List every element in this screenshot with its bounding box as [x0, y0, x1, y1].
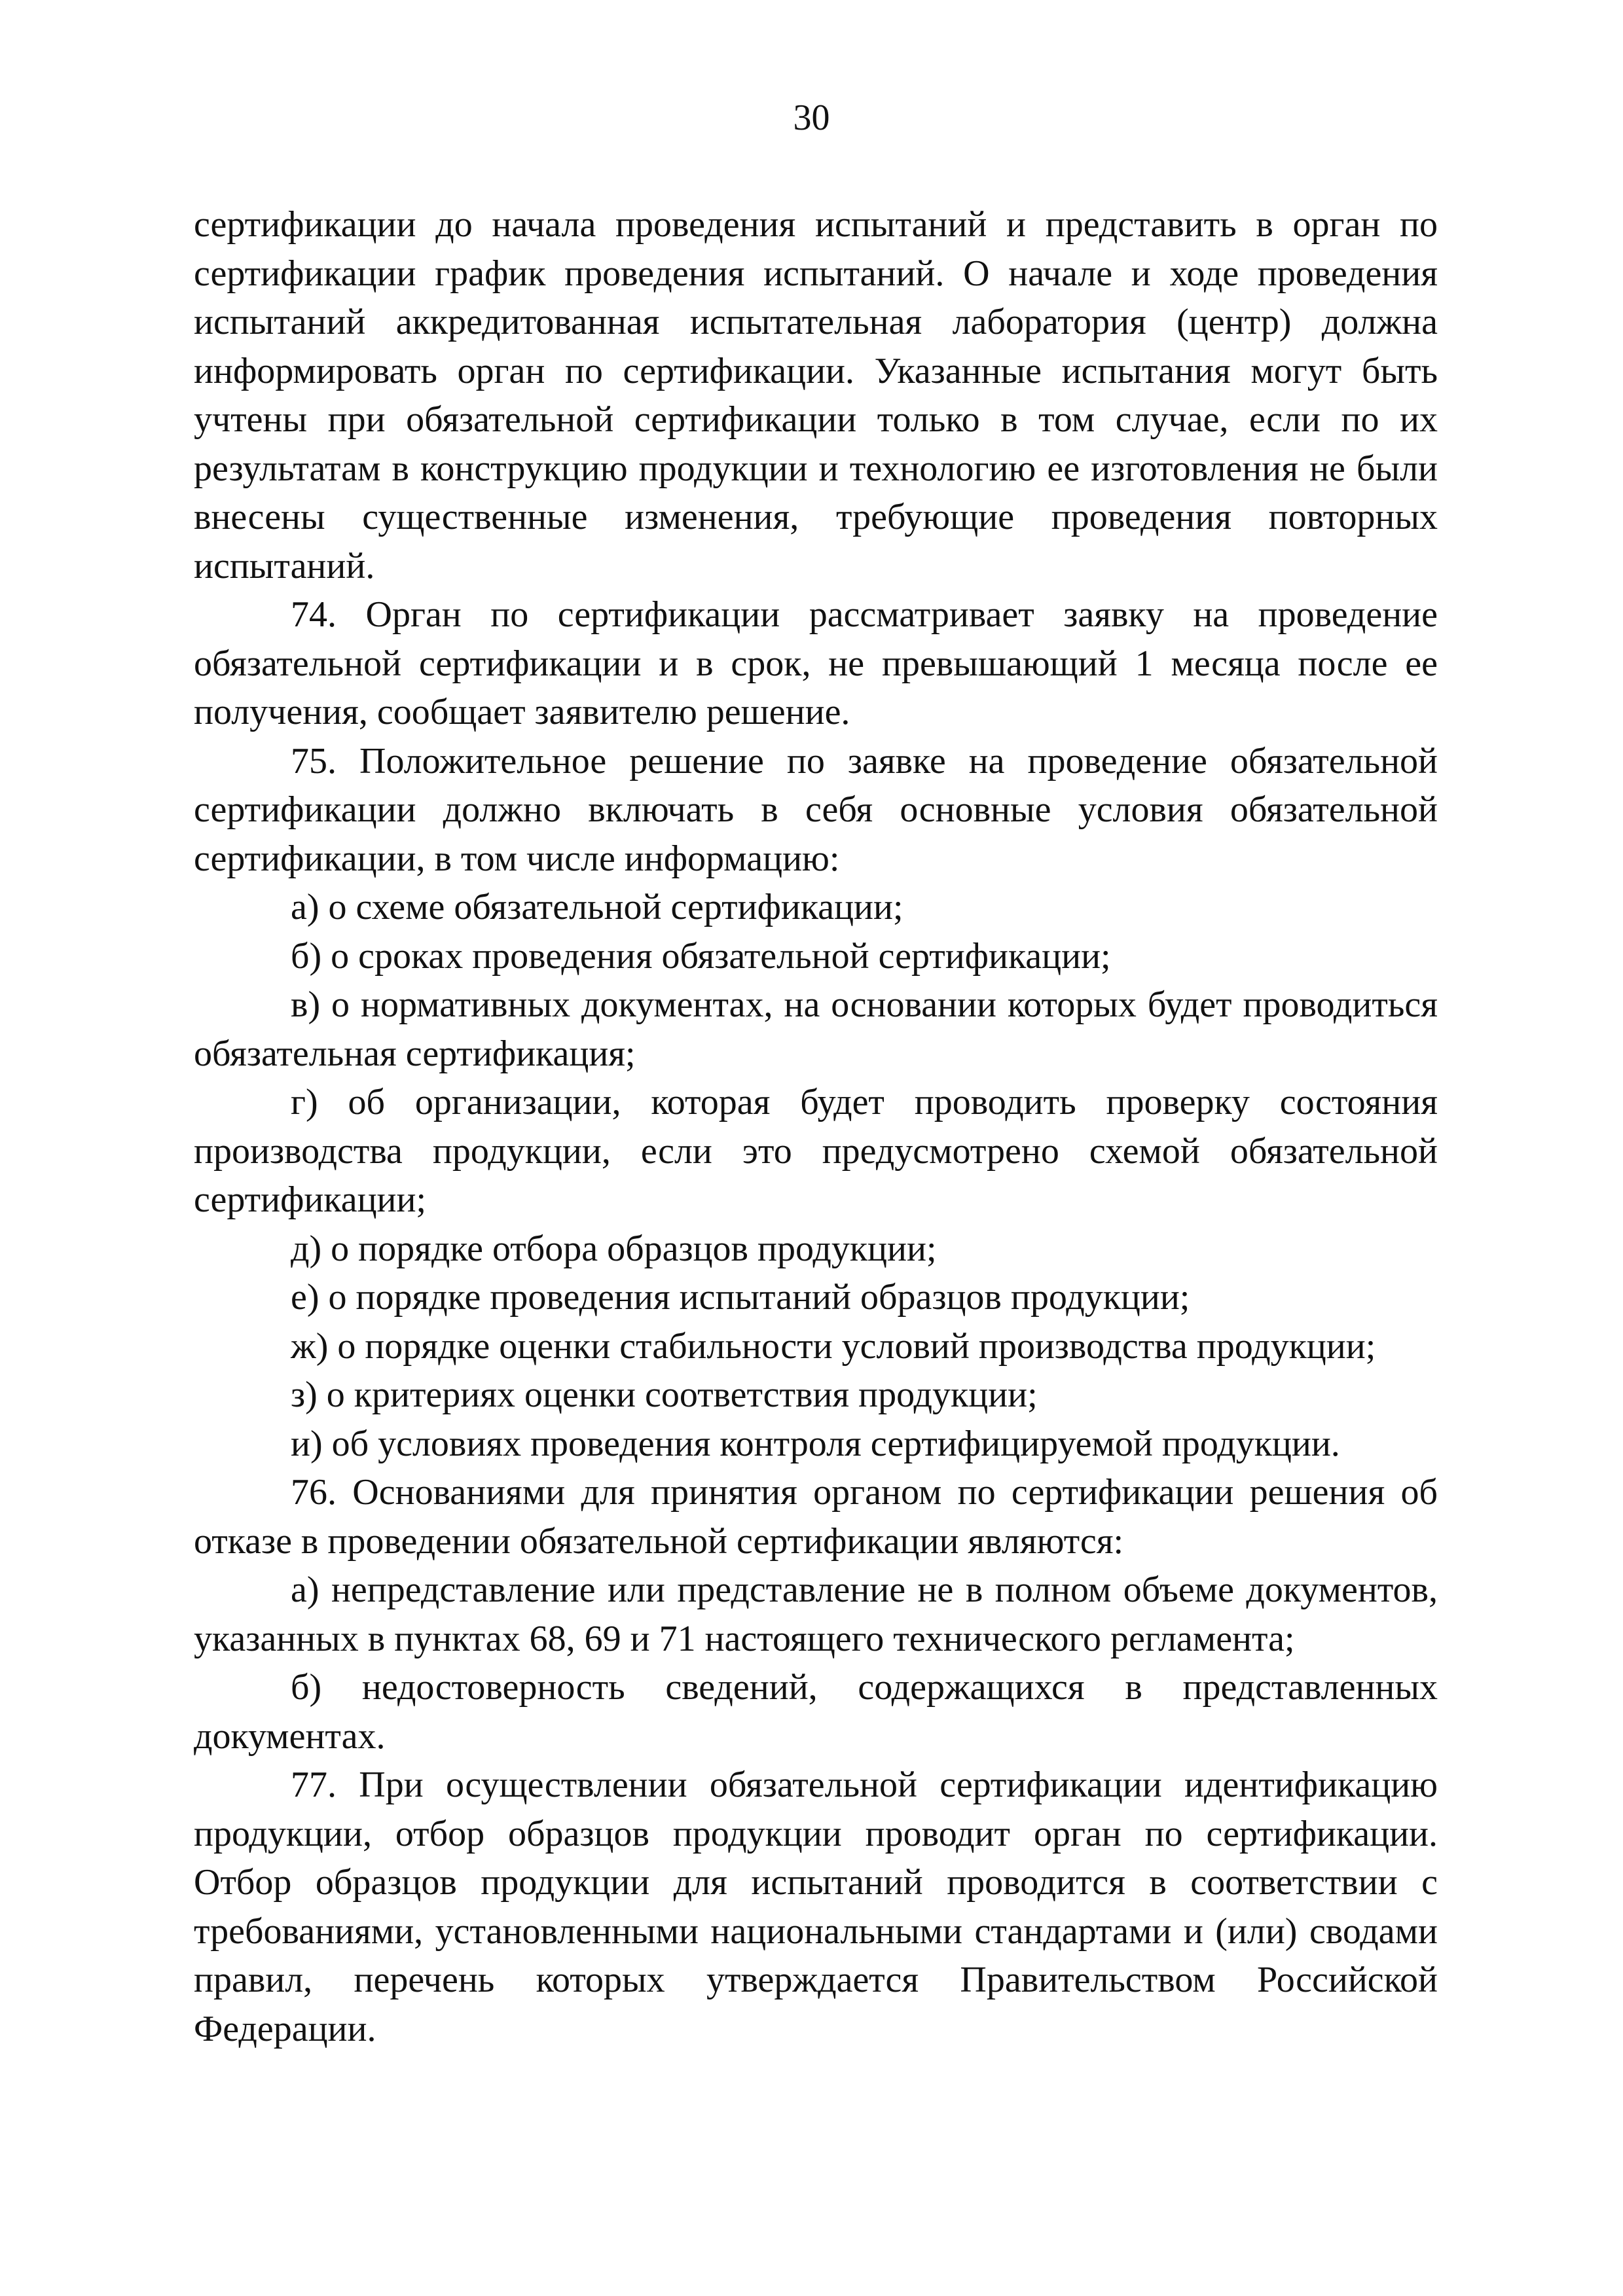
list-item-76-b: б) недостоверность сведений, содержащихся в представленных документах.	[194, 1667, 1438, 1757]
list-item-75-zh: ж) о порядке оценки стабильности условий производства продукции;	[291, 1325, 1376, 1367]
list-item-75-a: а) о схеме обязательной сертификации;	[291, 887, 903, 927]
list-item-75-e: е) о порядке проведения испытаний образцов продукции;	[291, 1277, 1190, 1318]
paragraph-77: 77. При осуществлении обязательной сертификации идентификацию продукции, отбор образцов продукции проводит орган по сертификации. Отбор образцов продукции для испытаний проводится в соответствии с требованиями, установленными национальными стандартами и (или) сводами правил, перечень которых утверждается Правительством Российской Федерации.	[194, 1765, 1438, 2049]
list-item-75-i: и) об условиях проведения контроля сертифицируемой продукции.	[291, 1423, 1340, 1464]
paragraph-continuation: сертификации до начала проведения испытаний и представить в орган по сертификации график проведения испытаний. О начале и ходе проведения испытаний аккредитованная испытательная лаборатория (центр) должна информировать орган по сертификации. Указанные испытания могут быть учтены при обязательной сертификации только в том случае, если по их результатам в конструкцию продукции и технологию ее изготовления не были внесены существенные изменения, требующие проведения повторных испытаний.	[194, 204, 1438, 586]
paragraph-76: 76. Основаниями для принятия органом по сертификации решения об отказе в проведении обязательной сертификации являются:	[194, 1472, 1438, 1562]
list-item-75-d: д) о порядке отбора образцов продукции;	[291, 1228, 937, 1269]
list-item-75-v: в) о нормативных документах, на основании которых будет проводиться обязательная сертификация;	[194, 984, 1438, 1074]
page-number: 30	[793, 98, 830, 138]
list-item-75-g: г) об организации, которая будет проводить проверку состояния производства продукции, если это предусмотрено схемой обязательной сертификации;	[194, 1082, 1438, 1220]
document-body	[194, 200, 1438, 2053]
paragraph-74: 74. Орган по сертификации рассматривает заявку на проведение обязательной сертификации и в срок, не превышающий 1 месяца после ее получения, сообщает заявителю решение.	[194, 594, 1438, 732]
list-item-75-b: б) о сроках проведения обязательной сертификации;	[291, 935, 1111, 977]
list-item-76-a: а) непредставление или представление не в полном объеме документов, указанных в пунктах 68, 69 и 71 настоящего технического регламента;	[194, 1570, 1438, 1659]
list-item-75-z: з) о критериях оценки соответствия продукции;	[291, 1374, 1038, 1415]
paragraph-75: 75. Положительное решение по заявке на проведение обязательной сертификации должно включать в себя основные условия обязательной сертификации, в том числе информацию:	[194, 740, 1438, 879]
